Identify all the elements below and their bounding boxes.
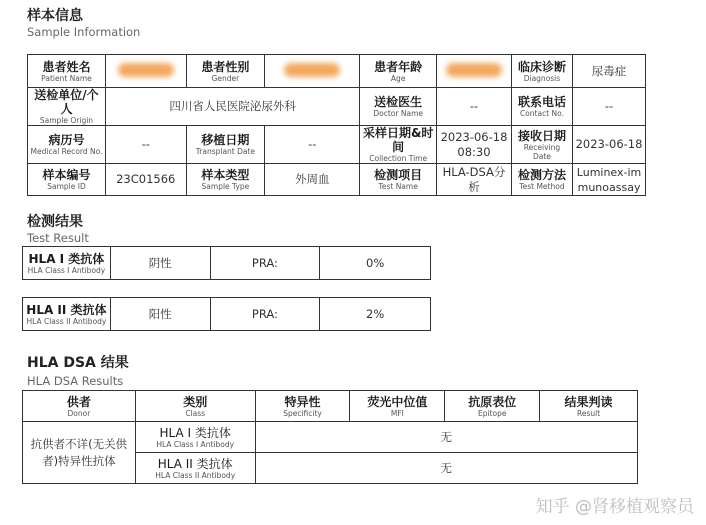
sample-info-table: [27, 54, 646, 196]
redacted-blur: [118, 63, 174, 77]
contact-label: 联系电话 Contact No.: [511, 88, 572, 126]
test-name-value: HLA-DSA分析: [437, 164, 512, 196]
collection-time-value: 2023-06-18 08:30: [437, 126, 512, 164]
age-label: 患者年龄 Age: [360, 55, 437, 88]
sample-info-title: 样本信息: [27, 8, 83, 24]
dsa-class1-value: 无: [255, 422, 637, 453]
class1-label: HLA I 类抗体 HLA Class I Antibody: [23, 247, 111, 280]
class1-pra-label: PRA:: [210, 247, 320, 280]
redacted-blur: [284, 63, 340, 77]
test-result-title: 检测结果: [27, 214, 83, 230]
dsa-class2-label: HLA II 类抗体 HLA Class II Antibody: [135, 453, 255, 484]
transplant-date-label: 移植日期 Transplant Date: [186, 126, 265, 164]
record-no-value: --: [105, 126, 186, 164]
test-result-subtitle: Test Result: [27, 231, 89, 245]
dsa-header-class: 类别 Class: [135, 391, 255, 422]
dsa-header-specificity: 特异性 Specificity: [255, 391, 350, 422]
diagnosis-label: 临床诊断 Diagnosis: [511, 55, 572, 88]
class2-result: 阳性: [110, 298, 210, 331]
receiving-date-value: 2023-06-18: [573, 126, 646, 164]
class2-pra-value: 2%: [320, 298, 431, 331]
dsa-header-result: 结果判读 Result: [540, 391, 638, 422]
dsa-subtitle: HLA DSA Results: [27, 374, 124, 388]
test-method-value: Luminex-immunoassay: [573, 164, 646, 196]
dsa-class1-label: HLA I 类抗体 HLA Class I Antibody: [135, 422, 255, 453]
gender-label: 患者性别 Gender: [186, 55, 265, 88]
transplant-date-value: --: [265, 126, 360, 164]
dsa-donor-cell: 抗供者不详(无关供者)特异性抗体: [23, 422, 136, 484]
gender-value: [265, 55, 360, 88]
test-name-label: 检测项目 Test Name: [360, 164, 437, 196]
dsa-header-epitope: 抗原表位 Epitope: [445, 391, 540, 422]
diagnosis-value: 尿毒症: [573, 55, 646, 88]
dsa-class2-value: 无: [255, 453, 637, 484]
sample-info-subtitle: Sample Information: [27, 25, 141, 39]
class2-label: HLA II 类抗体 HLA Class II Antibody: [23, 298, 111, 331]
doctor-value: --: [437, 88, 512, 126]
collection-time-label: 采样日期&时间 Collection Time: [360, 126, 437, 164]
patient-name-value: [105, 55, 186, 88]
class2-pra-label: PRA:: [210, 298, 320, 331]
test-method-label: 检测方法 Test Method: [511, 164, 572, 196]
doctor-label: 送检医生 Doctor Name: [360, 88, 437, 126]
dsa-header-donor: 供者 Donor: [23, 391, 136, 422]
sample-origin-value: 四川省人民医院泌尿外科: [105, 88, 359, 126]
sample-origin-label: 送检单位/个人 Sample Origin: [28, 88, 106, 126]
class2-result-table: [22, 297, 431, 331]
patient-name-label: 患者姓名 Patient Name: [28, 55, 106, 88]
age-value: [437, 55, 512, 88]
dsa-header-mfi: 荧光中位值 MFI: [350, 391, 445, 422]
class1-result: 阴性: [110, 247, 210, 280]
sample-id-value: 23C01566: [105, 164, 186, 196]
sample-type-label: 样本类型 Sample Type: [186, 164, 265, 196]
dsa-table: [22, 390, 638, 484]
redacted-blur: [446, 63, 502, 77]
sample-type-value: 外周血: [265, 164, 360, 196]
dsa-title: HLA DSA 结果: [27, 355, 129, 371]
contact-value: --: [573, 88, 646, 126]
sample-id-label: 样本编号 Sample ID: [28, 164, 106, 196]
class1-pra-value: 0%: [320, 247, 431, 280]
receiving-date-label: 接收日期 Receiving Date: [511, 126, 572, 164]
class1-result-table: [22, 246, 431, 280]
record-no-label: 病历号 Medical Record No.: [28, 126, 106, 164]
watermark: 知乎 @肾移植观察员: [535, 497, 694, 517]
